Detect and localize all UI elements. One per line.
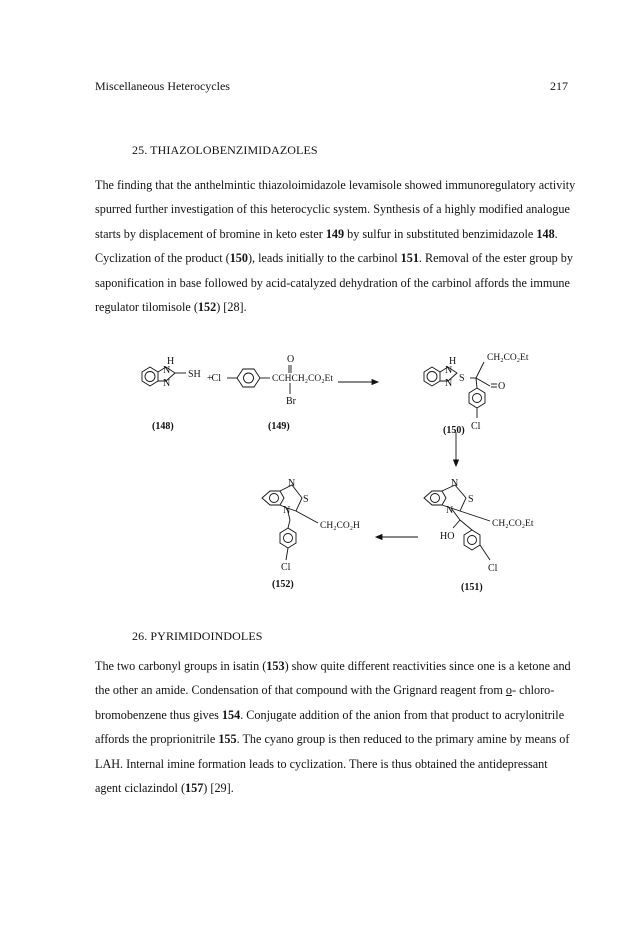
text-run: spurred further investigation of this heterocyclic system. Synthesis of a highly modified analogue bbox=[95, 202, 570, 217]
text-line bbox=[95, 246, 595, 270]
atom-n-150-top: N bbox=[445, 365, 453, 376]
text-run: affords the proprionitrile bbox=[95, 732, 219, 747]
atom-h-150: H bbox=[449, 356, 457, 367]
text-line bbox=[95, 197, 595, 221]
text-run: bromobenzene thus gives bbox=[95, 707, 222, 722]
page-number: 217 bbox=[550, 79, 568, 93]
text-run: saponification in base followed by acid-catalyzed dehydration of the carbinol affords the immune bbox=[95, 275, 570, 290]
compound-number: 154 bbox=[221, 707, 241, 722]
paragraph-pyrimidoindoles bbox=[95, 654, 595, 800]
atom-cl-151: Cl bbox=[488, 563, 498, 574]
text-run: The two carbonyl groups in isatin ( bbox=[95, 659, 267, 673]
ester-group-150: CH₂CO₂Et bbox=[487, 353, 529, 363]
compound-number: 151 bbox=[400, 251, 419, 266]
text-line bbox=[95, 222, 595, 246]
text-run: . bbox=[554, 226, 558, 241]
text-run: . Conjugate addition of the anion from that product to acrylonitrile bbox=[240, 707, 565, 722]
text-run: by sulfur in substituted benzimidazole bbox=[344, 226, 537, 241]
atom-br-149: Br bbox=[286, 396, 296, 407]
text-line bbox=[95, 271, 595, 295]
text-run: o bbox=[505, 683, 512, 698]
text-line bbox=[95, 654, 595, 678]
text-run: the other an amide. Condensation of that compound with the Grignard reagent from bbox=[95, 683, 506, 698]
chain-149: CCHCH₂CO₂Et bbox=[272, 374, 333, 384]
atom-n-148-top: N bbox=[163, 365, 171, 376]
atom-o-149: O bbox=[287, 354, 295, 365]
atom-cl-152: Cl bbox=[281, 562, 291, 573]
compound-label-152: (152) bbox=[272, 579, 294, 590]
atom-cl-150: Cl bbox=[471, 421, 481, 432]
paragraph-thiazolobenzimidazoles bbox=[95, 173, 595, 319]
text-run: - chloro- bbox=[511, 683, 555, 698]
section-heading-pyrimidoindoles: 26. PYRIMIDOINDOLES bbox=[132, 629, 263, 643]
compound-label-148: (148) bbox=[152, 421, 174, 432]
atom-s-152: S bbox=[303, 494, 309, 505]
atom-cl-149: Cl bbox=[211, 373, 221, 384]
compound-label-149: (149) bbox=[268, 421, 290, 432]
reaction-scheme bbox=[0, 340, 626, 610]
atom-n-152-bottom: N bbox=[283, 505, 291, 516]
atom-s-151: S bbox=[468, 494, 474, 505]
text-run: ), leads initially to the carbinol bbox=[247, 251, 401, 266]
text-line bbox=[95, 727, 595, 751]
atom-s-150: S bbox=[459, 373, 465, 384]
text-run: starts by displacement of bromine in keto ester bbox=[95, 226, 326, 241]
text-line bbox=[95, 703, 595, 727]
atom-n-150-bottom: N bbox=[445, 378, 453, 389]
acid-group-152: CH₂CO₂H bbox=[320, 521, 360, 531]
text-line bbox=[95, 752, 595, 776]
atom-sh-148: SH bbox=[188, 369, 201, 380]
text-line bbox=[95, 678, 595, 702]
compound-number: 155 bbox=[218, 732, 237, 747]
text-run: . The cyano group is then reduced to the primary amine by means of bbox=[236, 732, 570, 747]
text-run: Cyclization of the product ( bbox=[95, 251, 230, 266]
atom-o-150: O bbox=[498, 381, 506, 392]
text-line bbox=[95, 173, 595, 197]
compound-label-151: (151) bbox=[461, 582, 483, 593]
compound-number: 153 bbox=[266, 659, 285, 673]
text-run: ) [28]. bbox=[216, 300, 247, 315]
atom-n-148-bottom: N bbox=[163, 378, 171, 389]
compound-number: 150 bbox=[229, 251, 248, 266]
text-run: . Removal of the ester group by bbox=[418, 251, 573, 266]
text-run: The finding that the anthelmintic thiazoloimidazole levamisole showed immunoregulatory activity bbox=[95, 178, 576, 192]
text-run: ) show quite different reactivities since one is a ketone and bbox=[284, 659, 571, 673]
compound-number: 152 bbox=[197, 300, 217, 315]
text-line bbox=[95, 776, 595, 800]
ester-group-151: CH₂CO₂Et bbox=[492, 519, 534, 529]
atom-n-151-top: N bbox=[451, 478, 459, 489]
compound-number: 149 bbox=[325, 226, 345, 241]
text-run: regulator tilomisole ( bbox=[95, 300, 198, 315]
text-line bbox=[95, 295, 595, 319]
compound-label-150: (150) bbox=[443, 425, 465, 436]
text-run: LAH. Internal imine formation leads to cyclization. There is thus obtained the antidepressant bbox=[95, 756, 548, 771]
atom-ho-151: HO bbox=[440, 531, 455, 542]
atom-h-148: H bbox=[167, 356, 175, 367]
text-run: agent ciclazindol ( bbox=[95, 781, 186, 796]
atom-n-151-bottom: N bbox=[446, 505, 454, 516]
plus-sign: + bbox=[207, 373, 213, 384]
text-run: ) [29]. bbox=[203, 781, 234, 796]
section-heading-thiazolobenzimidazoles: 25. THIAZOLOBENZIMIDAZOLES bbox=[132, 143, 318, 157]
compound-number: 148 bbox=[536, 226, 555, 241]
compound-number: 157 bbox=[185, 781, 204, 796]
atom-n-152-top: N bbox=[288, 478, 296, 489]
running-title: Miscellaneous Heterocycles bbox=[95, 79, 230, 93]
